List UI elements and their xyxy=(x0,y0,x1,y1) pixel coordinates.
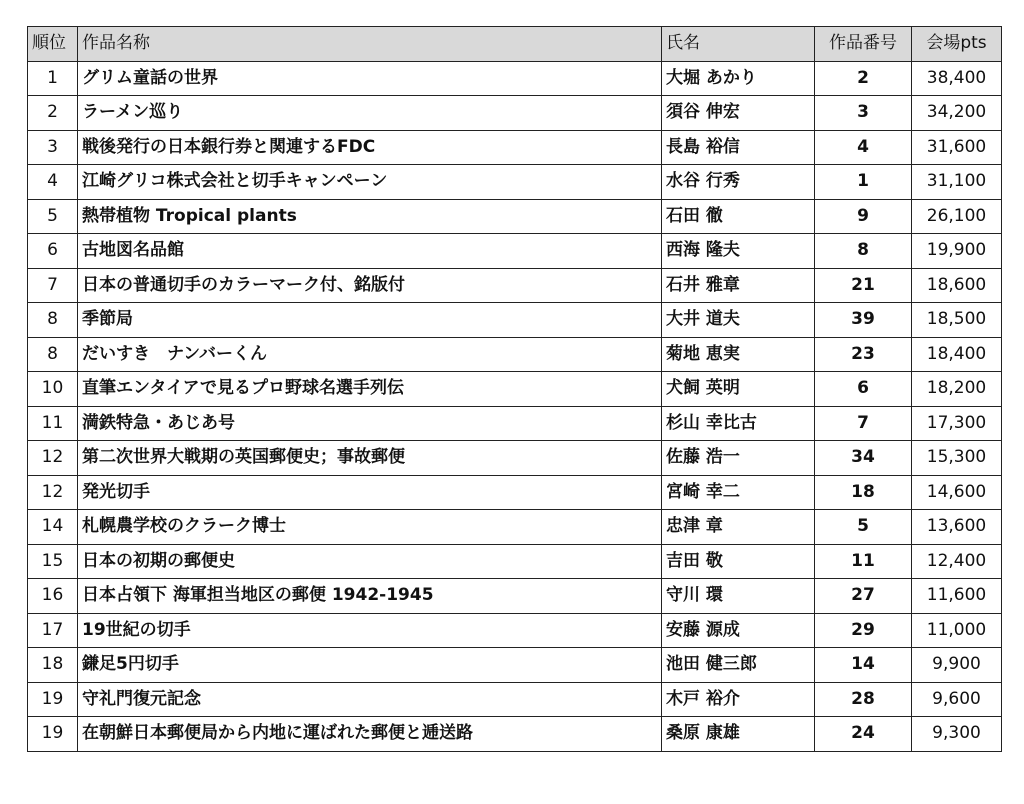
pts-cell: 11,600 xyxy=(912,579,1002,614)
table-row xyxy=(28,544,1002,579)
title-cell: 日本の普通切手のカラーマーク付、銘版付 xyxy=(78,268,662,303)
rank-cell: 2 xyxy=(28,96,78,131)
entry-no-cell: 7 xyxy=(815,406,912,441)
entry-no-cell: 4 xyxy=(815,130,912,165)
entry-no-cell: 11 xyxy=(815,544,912,579)
name-cell: 石田 徹 xyxy=(662,199,815,234)
pts-cell: 15,300 xyxy=(912,441,1002,476)
header-entry-no: 作品番号 xyxy=(815,27,912,62)
rank-cell: 19 xyxy=(28,717,78,752)
name-cell: 木戸 裕介 xyxy=(662,682,815,717)
table-row xyxy=(28,96,1002,131)
entry-no-cell: 29 xyxy=(815,613,912,648)
title-cell: 日本の初期の郵便史 xyxy=(78,544,662,579)
table-row xyxy=(28,234,1002,269)
name-cell: 須谷 伸宏 xyxy=(662,96,815,131)
entry-no-cell: 18 xyxy=(815,475,912,510)
table-row xyxy=(28,475,1002,510)
entry-no-cell: 6 xyxy=(815,372,912,407)
pts-cell: 11,000 xyxy=(912,613,1002,648)
name-cell: 大井 道夫 xyxy=(662,303,815,338)
table-row xyxy=(28,510,1002,545)
title-cell: 満鉄特急・あじあ号 xyxy=(78,406,662,441)
title-cell: 江崎グリコ株式会社と切手キャンペーン xyxy=(78,165,662,200)
entry-no-cell: 9 xyxy=(815,199,912,234)
table-row xyxy=(28,406,1002,441)
entry-no-cell: 39 xyxy=(815,303,912,338)
title-cell: 守礼門復元記念 xyxy=(78,682,662,717)
name-cell: 池田 健三郎 xyxy=(662,648,815,683)
header-row xyxy=(28,27,1002,62)
title-cell: 在朝鮮日本郵便局から内地に運ばれた郵便と逓送路 xyxy=(78,717,662,752)
table-row xyxy=(28,337,1002,372)
table-row xyxy=(28,717,1002,752)
title-cell: 発光切手 xyxy=(78,475,662,510)
rank-cell: 7 xyxy=(28,268,78,303)
name-cell: 宮崎 幸二 xyxy=(662,475,815,510)
table-body xyxy=(28,61,1002,751)
title-cell: 札幌農学校のクラーク博士 xyxy=(78,510,662,545)
name-cell: 桑原 康雄 xyxy=(662,717,815,752)
title-cell: 19世紀の切手 xyxy=(78,613,662,648)
entry-no-cell: 28 xyxy=(815,682,912,717)
rank-cell: 12 xyxy=(28,475,78,510)
header-title: 作品名称 xyxy=(78,27,662,62)
pts-cell: 19,900 xyxy=(912,234,1002,269)
title-cell: だいすき ナンバーくん xyxy=(78,337,662,372)
rank-cell: 10 xyxy=(28,372,78,407)
table-row xyxy=(28,268,1002,303)
entry-no-cell: 5 xyxy=(815,510,912,545)
table-row xyxy=(28,165,1002,200)
header-name: 氏名 xyxy=(662,27,815,62)
pts-cell: 17,300 xyxy=(912,406,1002,441)
rank-cell: 4 xyxy=(28,165,78,200)
table-row xyxy=(28,613,1002,648)
entry-no-cell: 1 xyxy=(815,165,912,200)
entry-no-cell: 14 xyxy=(815,648,912,683)
rank-cell: 8 xyxy=(28,337,78,372)
pts-cell: 13,600 xyxy=(912,510,1002,545)
name-cell: 石井 雅章 xyxy=(662,268,815,303)
entry-no-cell: 24 xyxy=(815,717,912,752)
title-cell: 第二次世界大戦期の英国郵便史；事故郵便 xyxy=(78,441,662,476)
name-cell: 安藤 源成 xyxy=(662,613,815,648)
name-cell: 水谷 行秀 xyxy=(662,165,815,200)
rank-cell: 16 xyxy=(28,579,78,614)
table-row xyxy=(28,303,1002,338)
name-cell: 長島 裕信 xyxy=(662,130,815,165)
rank-cell: 3 xyxy=(28,130,78,165)
entry-no-cell: 34 xyxy=(815,441,912,476)
name-cell: 忠津 章 xyxy=(662,510,815,545)
title-cell: ラーメン巡り xyxy=(78,96,662,131)
pts-cell: 18,600 xyxy=(912,268,1002,303)
rank-cell: 5 xyxy=(28,199,78,234)
rank-cell: 1 xyxy=(28,61,78,96)
name-cell: 杉山 幸比古 xyxy=(662,406,815,441)
name-cell: 犬飼 英明 xyxy=(662,372,815,407)
rank-cell: 19 xyxy=(28,682,78,717)
pts-cell: 12,400 xyxy=(912,544,1002,579)
pts-cell: 18,200 xyxy=(912,372,1002,407)
title-cell: 直筆エンタイアで見るプロ野球名選手列伝 xyxy=(78,372,662,407)
name-cell: 吉田 敬 xyxy=(662,544,815,579)
title-cell: 鎌足5円切手 xyxy=(78,648,662,683)
table-row xyxy=(28,61,1002,96)
entry-no-cell: 3 xyxy=(815,96,912,131)
name-cell: 大堀 あかり xyxy=(662,61,815,96)
title-cell: 日本占領下 海軍担当地区の郵便 1942-1945 xyxy=(78,579,662,614)
pts-cell: 9,900 xyxy=(912,648,1002,683)
ranking-table xyxy=(27,26,1002,752)
header-rank: 順位 xyxy=(28,27,78,62)
rank-cell: 15 xyxy=(28,544,78,579)
table-header xyxy=(28,27,1002,62)
table-row xyxy=(28,682,1002,717)
table-row xyxy=(28,199,1002,234)
pts-cell: 9,300 xyxy=(912,717,1002,752)
entry-no-cell: 27 xyxy=(815,579,912,614)
pts-cell: 9,600 xyxy=(912,682,1002,717)
entry-no-cell: 2 xyxy=(815,61,912,96)
rank-cell: 6 xyxy=(28,234,78,269)
name-cell: 西海 隆夫 xyxy=(662,234,815,269)
rank-cell: 17 xyxy=(28,613,78,648)
table-row xyxy=(28,130,1002,165)
rank-cell: 18 xyxy=(28,648,78,683)
title-cell: 古地図名品館 xyxy=(78,234,662,269)
pts-cell: 31,100 xyxy=(912,165,1002,200)
title-cell: グリム童話の世界 xyxy=(78,61,662,96)
name-cell: 佐藤 浩一 xyxy=(662,441,815,476)
pts-cell: 26,100 xyxy=(912,199,1002,234)
pts-cell: 31,600 xyxy=(912,130,1002,165)
rank-cell: 12 xyxy=(28,441,78,476)
table-row xyxy=(28,372,1002,407)
table-row xyxy=(28,579,1002,614)
pts-cell: 38,400 xyxy=(912,61,1002,96)
entry-no-cell: 23 xyxy=(815,337,912,372)
pts-cell: 18,400 xyxy=(912,337,1002,372)
pts-cell: 34,200 xyxy=(912,96,1002,131)
entry-no-cell: 8 xyxy=(815,234,912,269)
rank-cell: 14 xyxy=(28,510,78,545)
table-row xyxy=(28,648,1002,683)
rank-cell: 11 xyxy=(28,406,78,441)
title-cell: 戦後発行の日本銀行券と関連するFDC xyxy=(78,130,662,165)
table-row xyxy=(28,441,1002,476)
title-cell: 熱帯植物 Tropical plants xyxy=(78,199,662,234)
pts-cell: 14,600 xyxy=(912,475,1002,510)
rank-cell: 8 xyxy=(28,303,78,338)
entry-no-cell: 21 xyxy=(815,268,912,303)
pts-cell: 18,500 xyxy=(912,303,1002,338)
name-cell: 菊地 恵実 xyxy=(662,337,815,372)
header-pts: 会場pts xyxy=(912,27,1002,62)
title-cell: 季節局 xyxy=(78,303,662,338)
name-cell: 守川 環 xyxy=(662,579,815,614)
